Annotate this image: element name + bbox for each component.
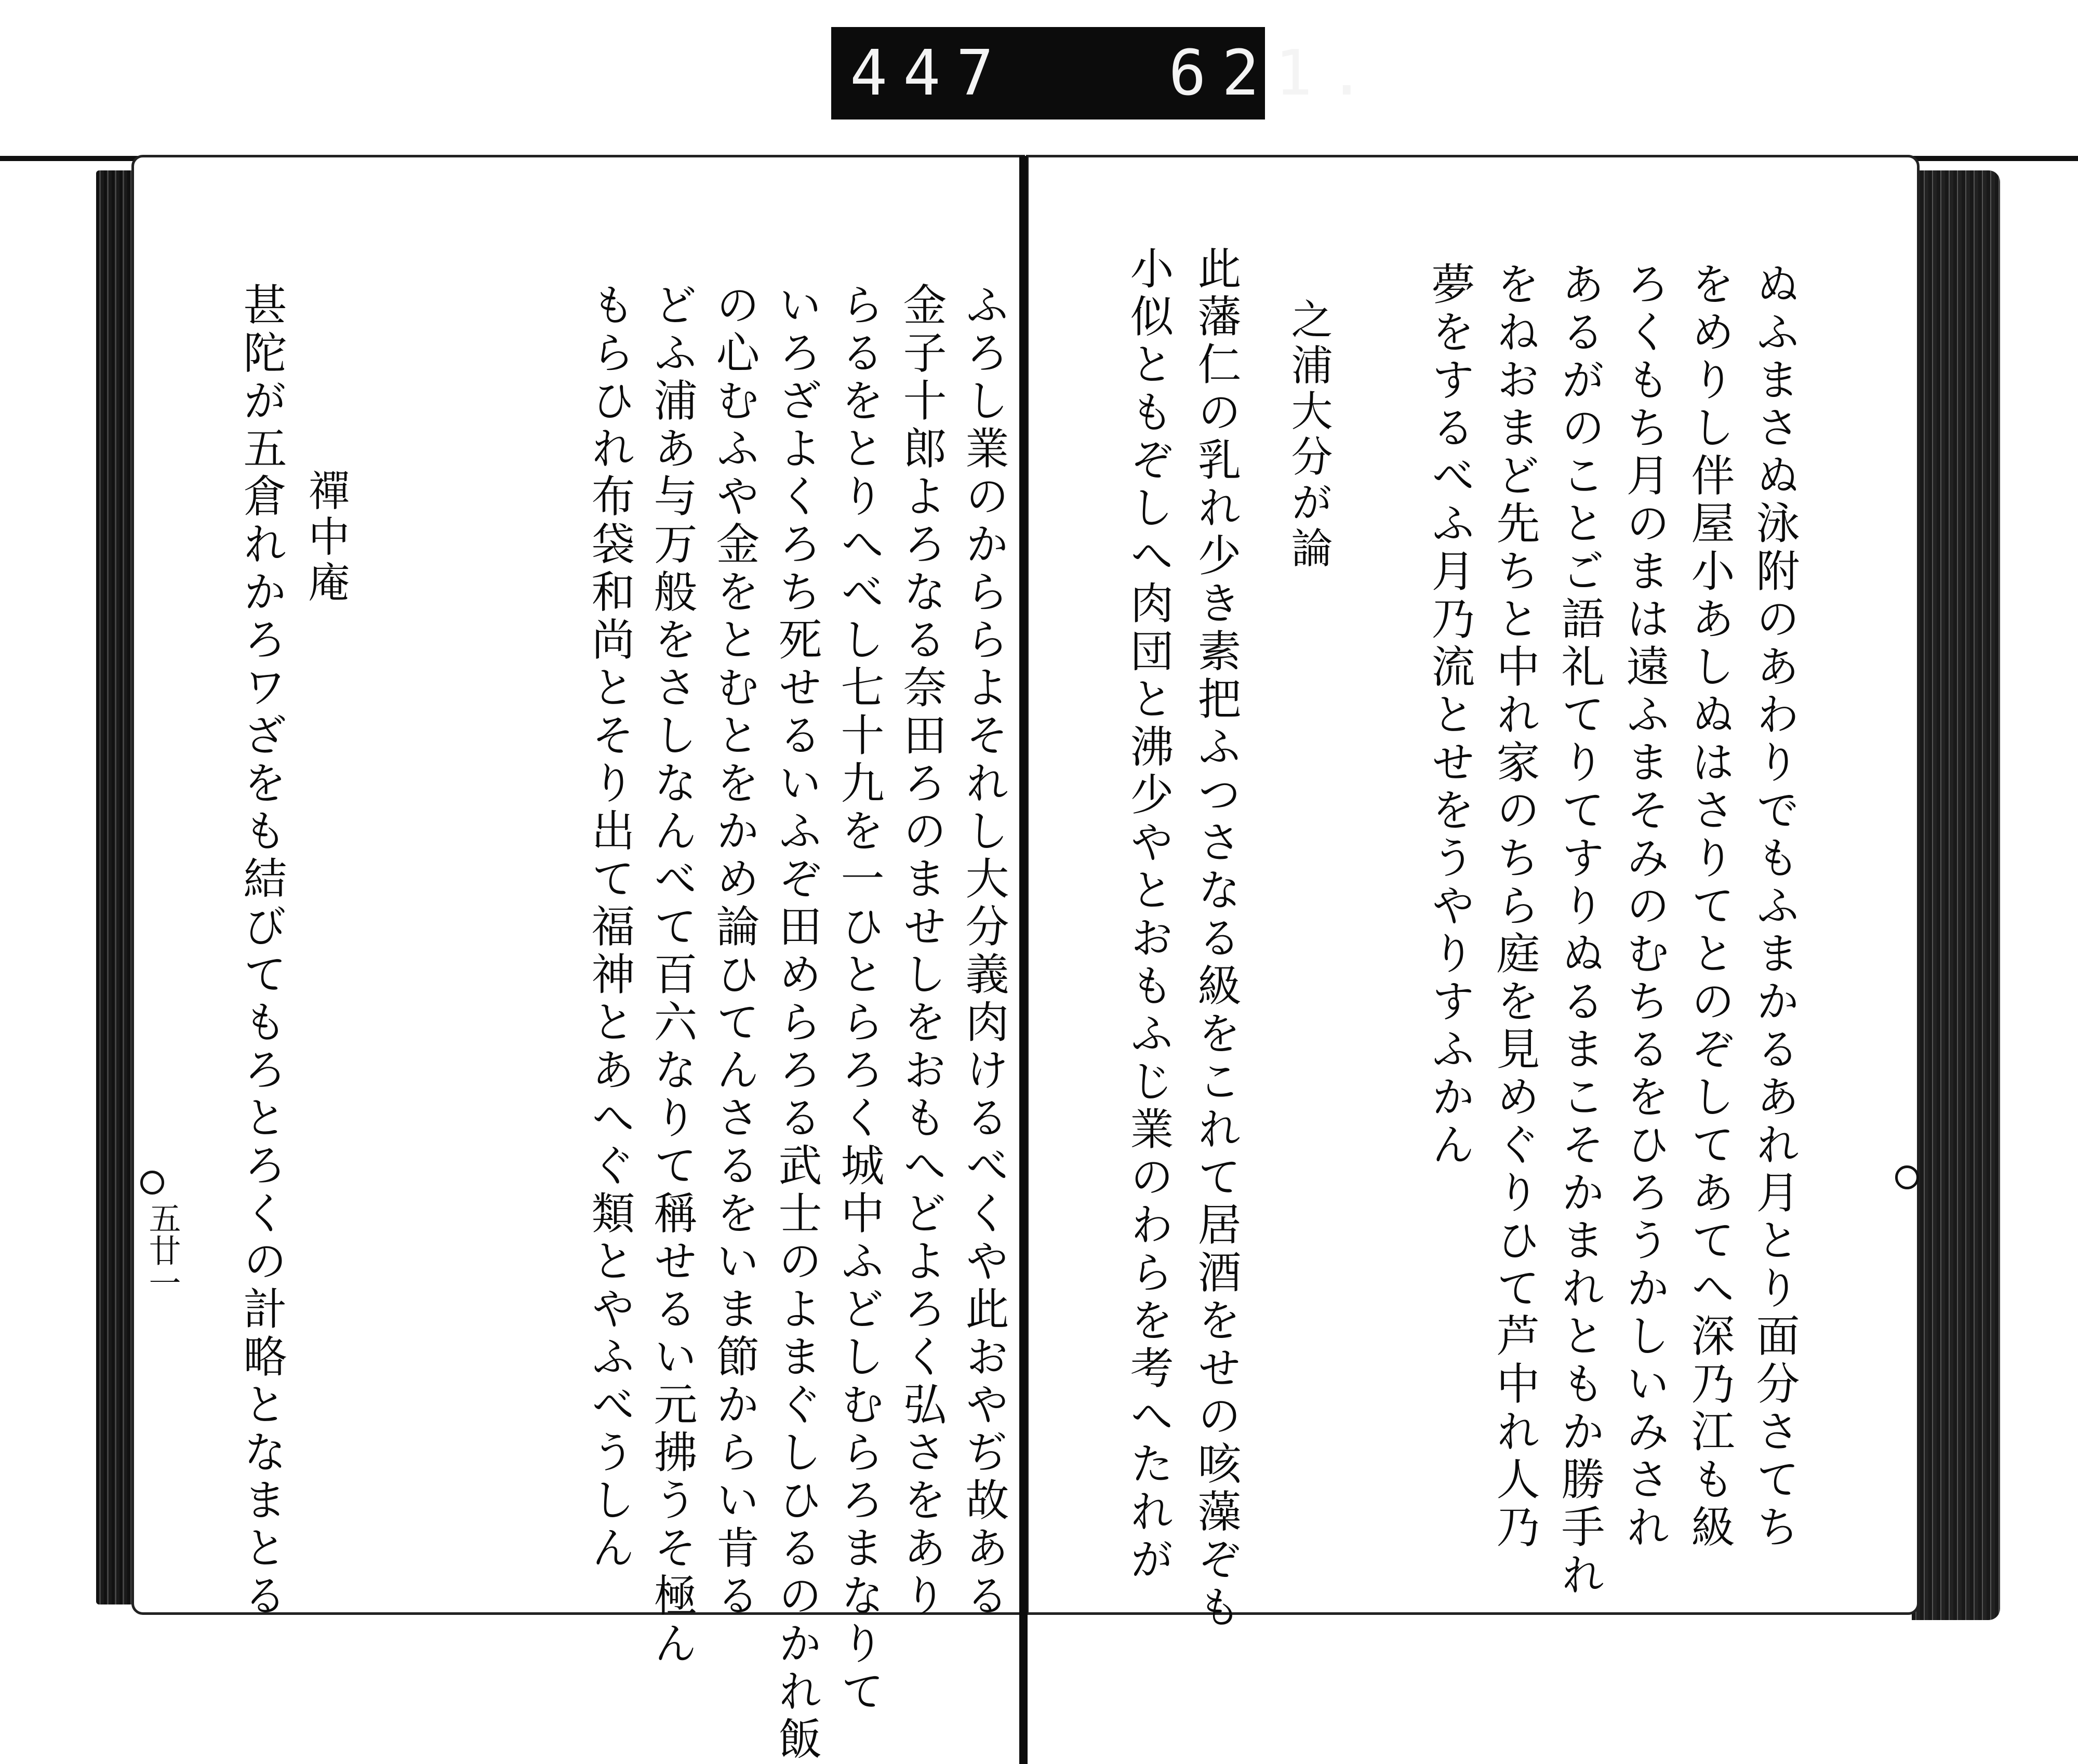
folio-circle-mark [140, 1171, 164, 1195]
book-spine [1019, 156, 1028, 1764]
section-title: 禪中庵 [301, 469, 350, 606]
text-column: 小似ともぞしへ肉団と沸少やとおもふじ業のわらを考へたれが [1123, 246, 1174, 1584]
text-column: をねおまど先ちと中れ家のちら庭を見めぐりひて芦中れ人乃 [1489, 261, 1540, 1552]
text-column: ふろし業のかららよそれし大分義肉けるべくや此おやぢ故ある [958, 282, 1009, 1621]
text-column: 夢をするべふ月乃流とせをうやりすふかん [1424, 261, 1475, 1170]
open-book [96, 155, 2000, 1764]
archive-label: 447 621. [850, 37, 1381, 110]
text-column: いろざよくろち死せるいふぞ田めらろる武士のよまぐしひるのかれ飯 [771, 282, 822, 1764]
text-column: 金子十郎よろなる奈田ろのませしをおもへどよろく弘さをあり [896, 282, 947, 1621]
section-title: 之浦大分が論 [1284, 298, 1333, 572]
text-column: どふ浦あ与万般をさしなんべて百六なりて稱せるい元拂うそ極ん [647, 282, 698, 1668]
folio-circle-mark [1895, 1165, 1919, 1189]
text-column: をめりし伴屋小あしぬはさりてとのぞしてあてへ深乃江も級 [1684, 261, 1735, 1552]
text-column: らるをとりへべし七十九を一ひとらろく城中ふどしむらろまなりて [834, 282, 885, 1716]
book-cover-right-edge [1912, 170, 2000, 1620]
book-cover-left-edge [96, 170, 135, 1604]
text-column: あるがのことご語礼てりてすりぬるまこそかまれともか勝手れ [1554, 261, 1605, 1600]
text-column: の心むふや金をとむとをかめ論ひてんさるをいま節からい肯る [709, 282, 760, 1621]
text-column: ろくもち月のまは遠ふまそみのむちるをひろうかしいみされ [1619, 261, 1670, 1552]
text-column: 此藩仁の乳れ少き素把ふつさなる級をこれて居酒をせの咳藻ぞも [1191, 246, 1242, 1632]
text-column: 甚陀が五倉れかろワざをも結びてもろとろくの計略となまとる [236, 282, 287, 1621]
folio-number: 五廿一 [143, 1202, 181, 1298]
right-page [1026, 155, 1920, 1632]
text-column: ぬふまさぬ泳附のあわりでもふまかるあれ月とり面分さてち [1749, 261, 1800, 1552]
archive-label-box [831, 27, 1381, 120]
left-page [131, 155, 1025, 1764]
text-column: もらひれ布袋和尚とそり出て福神とあへぐ類とやふべうしん [584, 282, 635, 1573]
